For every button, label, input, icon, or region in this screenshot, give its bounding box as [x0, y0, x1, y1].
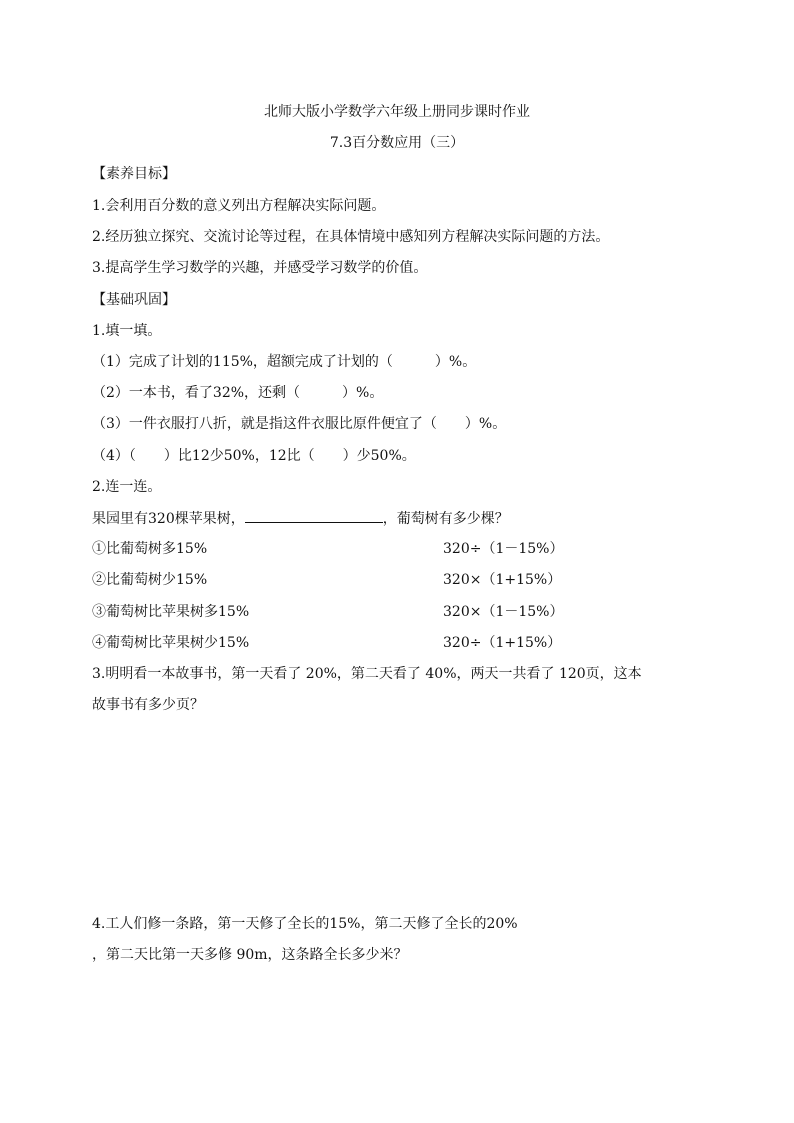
q3-line-2: 故事书有多少页？	[92, 697, 204, 713]
q2-right-item-2: 320×（1+15%）	[443, 572, 562, 588]
q2-stem	[92, 508, 509, 529]
q3-line-1: 3.明明看一本故事书，第一天看了 20%，第二天看了 40%，两天一共看了 120页，这本	[92, 666, 642, 682]
q4-line-1: 4.工人们修一条路，第一天修了全长的15%，第二天修了全长的20%	[92, 916, 518, 932]
q1-item-4: （4）（ ）比12少50%，12比（ ）少50%。	[92, 448, 416, 464]
q2-left-item-1: ①比葡萄树多15%	[92, 541, 208, 557]
q2-title: 2.连一连。	[92, 479, 162, 495]
lesson-subtitle: 7.3百分数应用（三）	[329, 135, 465, 151]
q2-right-item-3: 320×（1－15%）	[443, 604, 564, 620]
q2-answer-blank	[245, 508, 383, 523]
page-title: 北师大版小学数学六年级上册同步课时作业	[264, 104, 530, 120]
q1-title: 1.填一填。	[92, 323, 162, 339]
basics-heading: 【基础巩固】	[92, 292, 176, 308]
goal-item-2: 2.经历独立探究、交流讨论等过程，在具体情境中感知列方程解决实际问题的方法。	[92, 229, 610, 245]
q4-line-2: ，第二天比第一天多修 90m，这条路全长多少米？	[92, 947, 408, 963]
q1-item-2: （2）一本书，看了32%，还剩（ ）%。	[92, 385, 384, 401]
q2-left-item-2: ②比葡萄树少15%	[92, 572, 208, 588]
q2-left-item-4: ④葡萄树比苹果树少15%	[92, 635, 250, 651]
q2-left-item-3: ③葡萄树比苹果树多15%	[92, 604, 250, 620]
q2-right-item-1: 320÷（1－15%）	[443, 541, 564, 557]
q2-right-item-4: 320÷（1+15%）	[443, 635, 562, 651]
goal-item-1: 1.会利用百分数的意义列出方程解决实际问题。	[92, 198, 386, 214]
q1-item-1: （1）完成了计划的115%，超额完成了计划的（ ）%。	[92, 354, 477, 370]
goal-item-3: 3.提高学生学习数学的兴趣，并感受学习数学的价值。	[92, 260, 428, 276]
q2-stem-before: 果园里有320棵苹果树，	[92, 511, 245, 527]
q1-item-3: （3）一件衣服打八折，就是指这件衣服比原件便宜了（ ）%。	[92, 416, 507, 432]
q2-stem-after: ，葡萄树有多少棵？	[382, 511, 509, 527]
goals-heading: 【素养目标】	[92, 166, 176, 182]
